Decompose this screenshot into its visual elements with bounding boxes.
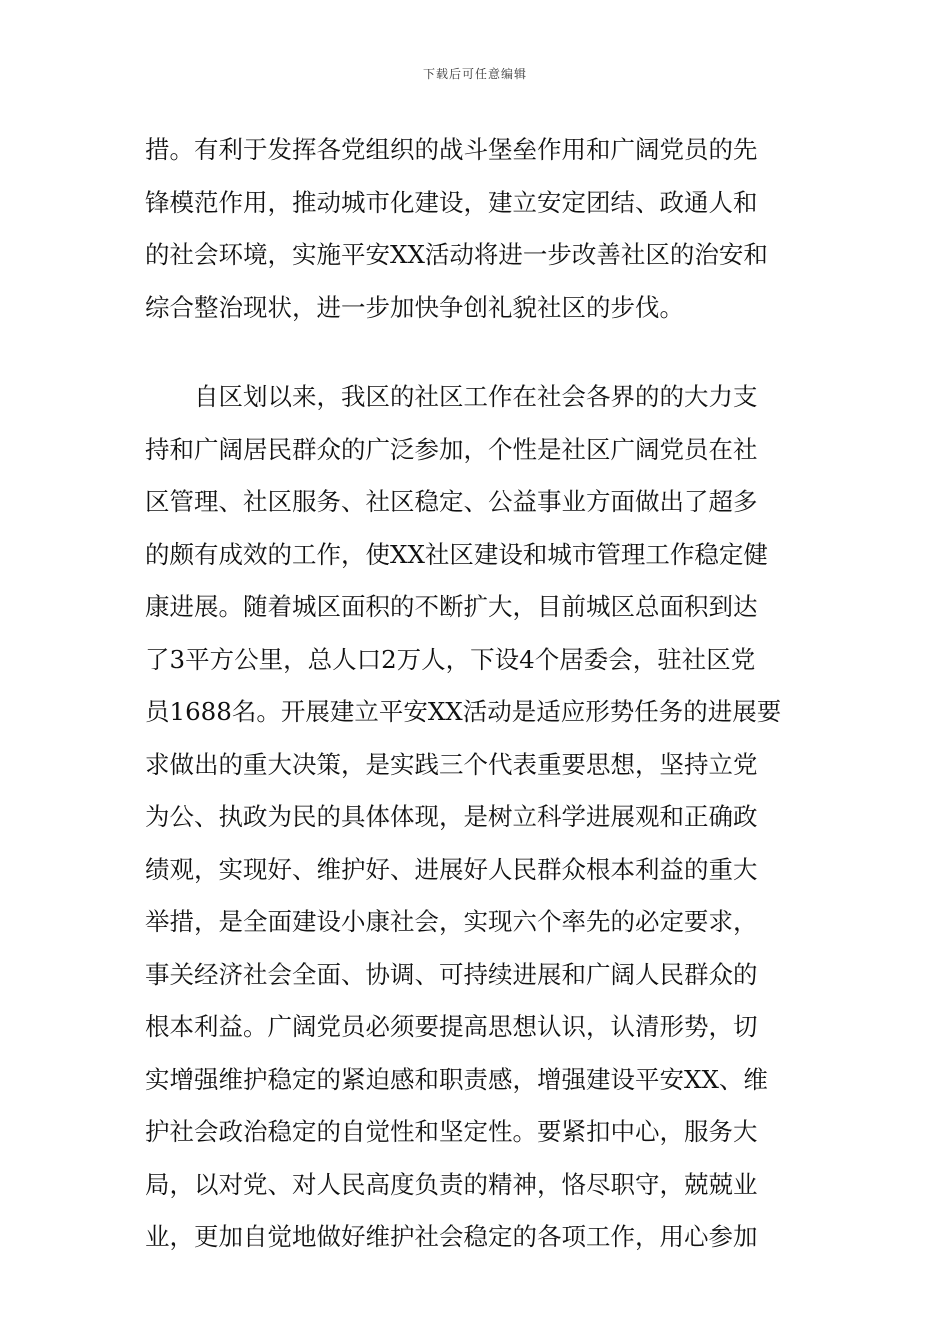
paragraph-1	[145, 124, 810, 334]
text-line: 事关经济社会全面、协调、可持续进展和广阔人民群众的	[145, 959, 758, 989]
text-line: 措。有利于发挥各党组织的战斗堡垒作用和广阔党员的先	[145, 135, 758, 164]
text-line: 员1688名。开展建立平安XX活动是适应形势任务的进展要	[145, 697, 782, 726]
text-line: 护社会政治稳定的自觉性和坚定性。要紧扣中心，服务大	[145, 1117, 758, 1146]
text-line: 业，更加自觉地做好维护社会稳定的各项工作，用心参加	[145, 1222, 758, 1251]
text-line: 举措，是全面建设小康社会，实现六个率先的必定要求，	[145, 907, 758, 936]
text-line: 求做出的重大决策，是实践三个代表重要思想，坚持立党	[145, 749, 758, 779]
text-line: 根本利益。广阔党员必须要提高思想认识，认清形势，切	[145, 1012, 758, 1041]
text-line: 的颇有成效的工作，使XX社区建设和城市管理工作稳定健	[145, 539, 768, 569]
text-line: 锋模范作用，推动城市化建设，建立安定团结、政通人和	[145, 187, 758, 217]
text-line: 持和广阔居民群众的广泛参加，个性是社区广阔党员在社	[145, 434, 758, 464]
text-line: 为公、执政为民的具体体现，是树立科学进展观和正确政	[145, 802, 758, 831]
text-line: 康进展。随着城区面积的不断扩大，目前城区总面积到达	[145, 592, 758, 621]
page-header: 下载后可任意编辑	[422, 67, 527, 81]
text-line: 自区划以来，我区的社区工作在社会各界的的大力支	[145, 382, 758, 411]
text-line: 实增强维护稳定的紧迫感和职责感，增强建设平安XX、维	[145, 1064, 768, 1094]
paragraph-2	[145, 371, 810, 1264]
text-line: 绩观，实现好、维护好、进展好人民群众根本利益的重大	[145, 854, 758, 884]
text-line: 区管理、社区服务、社区稳定、公益事业方面做出了超多	[145, 487, 758, 516]
text-line: 了3平方公里，总人口2万人，下设4个居委会，驻社区党	[145, 644, 756, 674]
text-line: 局，以对党、对人民高度负责的精神，恪尽职守，兢兢业	[145, 1169, 758, 1199]
text-line: 的社会环境，实施平安XX活动将进一步改善社区的治安和	[145, 240, 768, 269]
text-line: 综合整治现状，进一步加快争创礼貌社区的步伐。	[145, 292, 684, 322]
